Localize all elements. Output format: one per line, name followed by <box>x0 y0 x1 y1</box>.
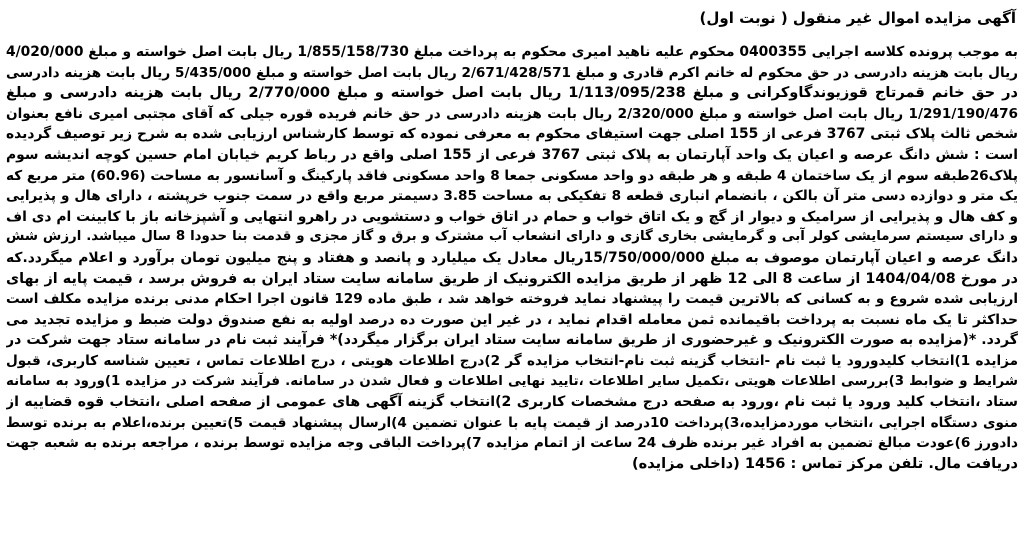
notice-line: دریافت مال. تلفن مرکز تماس : 1456 (داخلی مزایده) <box>631 454 1018 472</box>
notice-line: و دارای سیستم سرمایشی کولر آبی و گرمایشی بخاری گازی و دارای انشعاب آب مشترک و برق و گاز مجزی و قدمت بنا حدودا 8 سال میباشد. ارزش شش <box>6 229 1018 245</box>
notice-line: است : شش دانگ عرصه و اعیان یک واحد آپارتمان به پلاک ثبتی 3767 فرعی از 155 اصلی واقع در رباط کریم خیابان امام حسین کوچه اندیشه سوم <box>6 146 1018 163</box>
notice-line: حداکثر تا یک ماه نسبت به پرداخت باقیمانده ثمن معامله اقدام نماید ، در غیر این صورت ده درصد اولیه به نفع صندوق دولت ضبط و مزایده تجدید می <box>6 311 1018 328</box>
notice-line: مزایده 1)انتخاب کلیدورود یا ثبت نام -انتخاب گزینه ثبت نام-انتخاب مزایده گر 2)درج اطلاعات هویتی ، درج اطلاعات تماس ، تعیین شناسه کاربری، قبول <box>6 352 1018 369</box>
notice-line: پلاک26طبقه سوم از یک ساختمان 4 طبقه و هر طبقه دو واحد مسکونی جمعا 8 واحد مسکونی فاقد پارکینگ و آسانسور به مساحت (60.96) متر مربع که <box>6 167 1018 184</box>
notice-line: 1/291/190/476 ریال بابت اصل خواسته و مبلغ 2/320/000 ریال بابت هزینه دادرسی در حق خانم فریده قوره جیلی که آقای مجتبی امیری نافع بعنوان <box>6 105 1018 122</box>
notice-line: ستاد ،انتخاب کلید ورود یا ثبت نام ،ورود به صفحه درج مشخصات کاربری 2)انتخاب گزینه آگهی های عمومی از صفحه اصلی ،انتخاب قوه قضاییه از <box>6 394 1018 411</box>
notice-line: به موجب پرونده کلاسه اجرایی 0400355 محکوم علیه ناهید امیری محکوم به پرداخت مبلغ 1/855/158/730 ریال بابت اصل خواسته و مبلغ 4/020/000 <box>6 44 1018 60</box>
notice-line: یک متر و دوازده دسی متر آن بالکن ، بانضمام انباری قطعه 8 تفکیکی به مساحت 3.85 دسیمتر مربع واقع در سمت جنوب خرپشته ، دارای هال و پذیرایی <box>6 188 1018 205</box>
notice-body <box>6 42 1018 474</box>
notice-line: در حق خانم قمرتاج قوزیوندگاوکرانی و مبلغ 1/113/095/238 ریال بابت اصل خواسته و مبلغ 2/770/000 ریال بابت هزینه دادرسی و مبلغ <box>6 84 1018 102</box>
notice-line: و کف هال و پذیرایی از سرامیک و دیوار از گچ و یک اتاق خواب و حمام در اتاق خواب و دستشویی در راهرو انتهایی و آشپزخانه باز با کابینت ام دی اف <box>6 208 1018 225</box>
notice-line: گردد. *(مزایده به صورت الکترونیک و غیرحضوری از طریق سامانه سایت ستاد ایران برگزار میگردد)* فرآیند ثبت نام در سامانه ستاد جهت شرکت در <box>6 332 1018 349</box>
notice-line: منوی دستگاه اجرایی ،انتخاب موردمزایده،3)پرداخت 10درصد از قیمت پایه با عنوان تضمین 4)ارسال پیشنهاد قیمت 5)تعیین برنده،اعلام به برنده توسط <box>6 414 1018 431</box>
notice-title: آگهی مزایده اموال غیر منقول ( نوبت اول) <box>699 9 1016 27</box>
notice-line: ارزیابی شده شروع و به کسانی که بالاترین قیمت را پیشنهاد نماید فروخته خواهد شد ، طبق ماده 129 قانون اجرا احکام مدنی برنده مزایده مکلف است <box>6 291 1018 308</box>
notice-line: ریال بابت هزینه دادرسی در حق محکوم له خانم اکرم قادری و مبلغ 2/671/428/571 ریال بابت اصل خواسته و مبلغ 5/435/000 ریال بابت هزینه دادرسی <box>6 64 1018 81</box>
notice-line: در مورخ 1404/04/08 از ساعت 8 الی 12 ظهر از طریق مزایده الکترونیک از طریق سامانه سایت ستاد ایران به فروش برسد ، قیمت پایه از بهای <box>6 270 1018 287</box>
notice-line: دادورز 6)عودت مبالغ تضمین به افراد غیر برنده ظرف 24 ساعت از اتمام مزایده 7)پرداخت الباقی وجه مزایده توسط برنده ، مراجعه برنده به شعبه جهت <box>6 435 1018 452</box>
notice-line: دانگ عرصه و اعیان آپارتمان موصوف به مبلغ 15/750/000/000ریال معادل یک میلیارد و پانصد و هفتاد و پنج میلیون تومان برآورد و اعلام میگردد.که <box>6 249 1018 266</box>
notice-line: شرایط و ضوابط 3)بررسی اطلاعات هویتی ،تکمیل سایر اطلاعات ،تایید نهایی اطلاعات و فعال شدن در سامانه. فرآیند شرکت در مزایده 1)ورود به سامانه <box>6 373 1018 389</box>
notice-line: شخص ثالث پلاک ثبتی 3767 فرعی از 155 اصلی جهت استیفای محکوم به معرفی نموده که توسط کارشناس ارزیابی شده به شرح زیر توصیف گردیده <box>6 126 1018 143</box>
